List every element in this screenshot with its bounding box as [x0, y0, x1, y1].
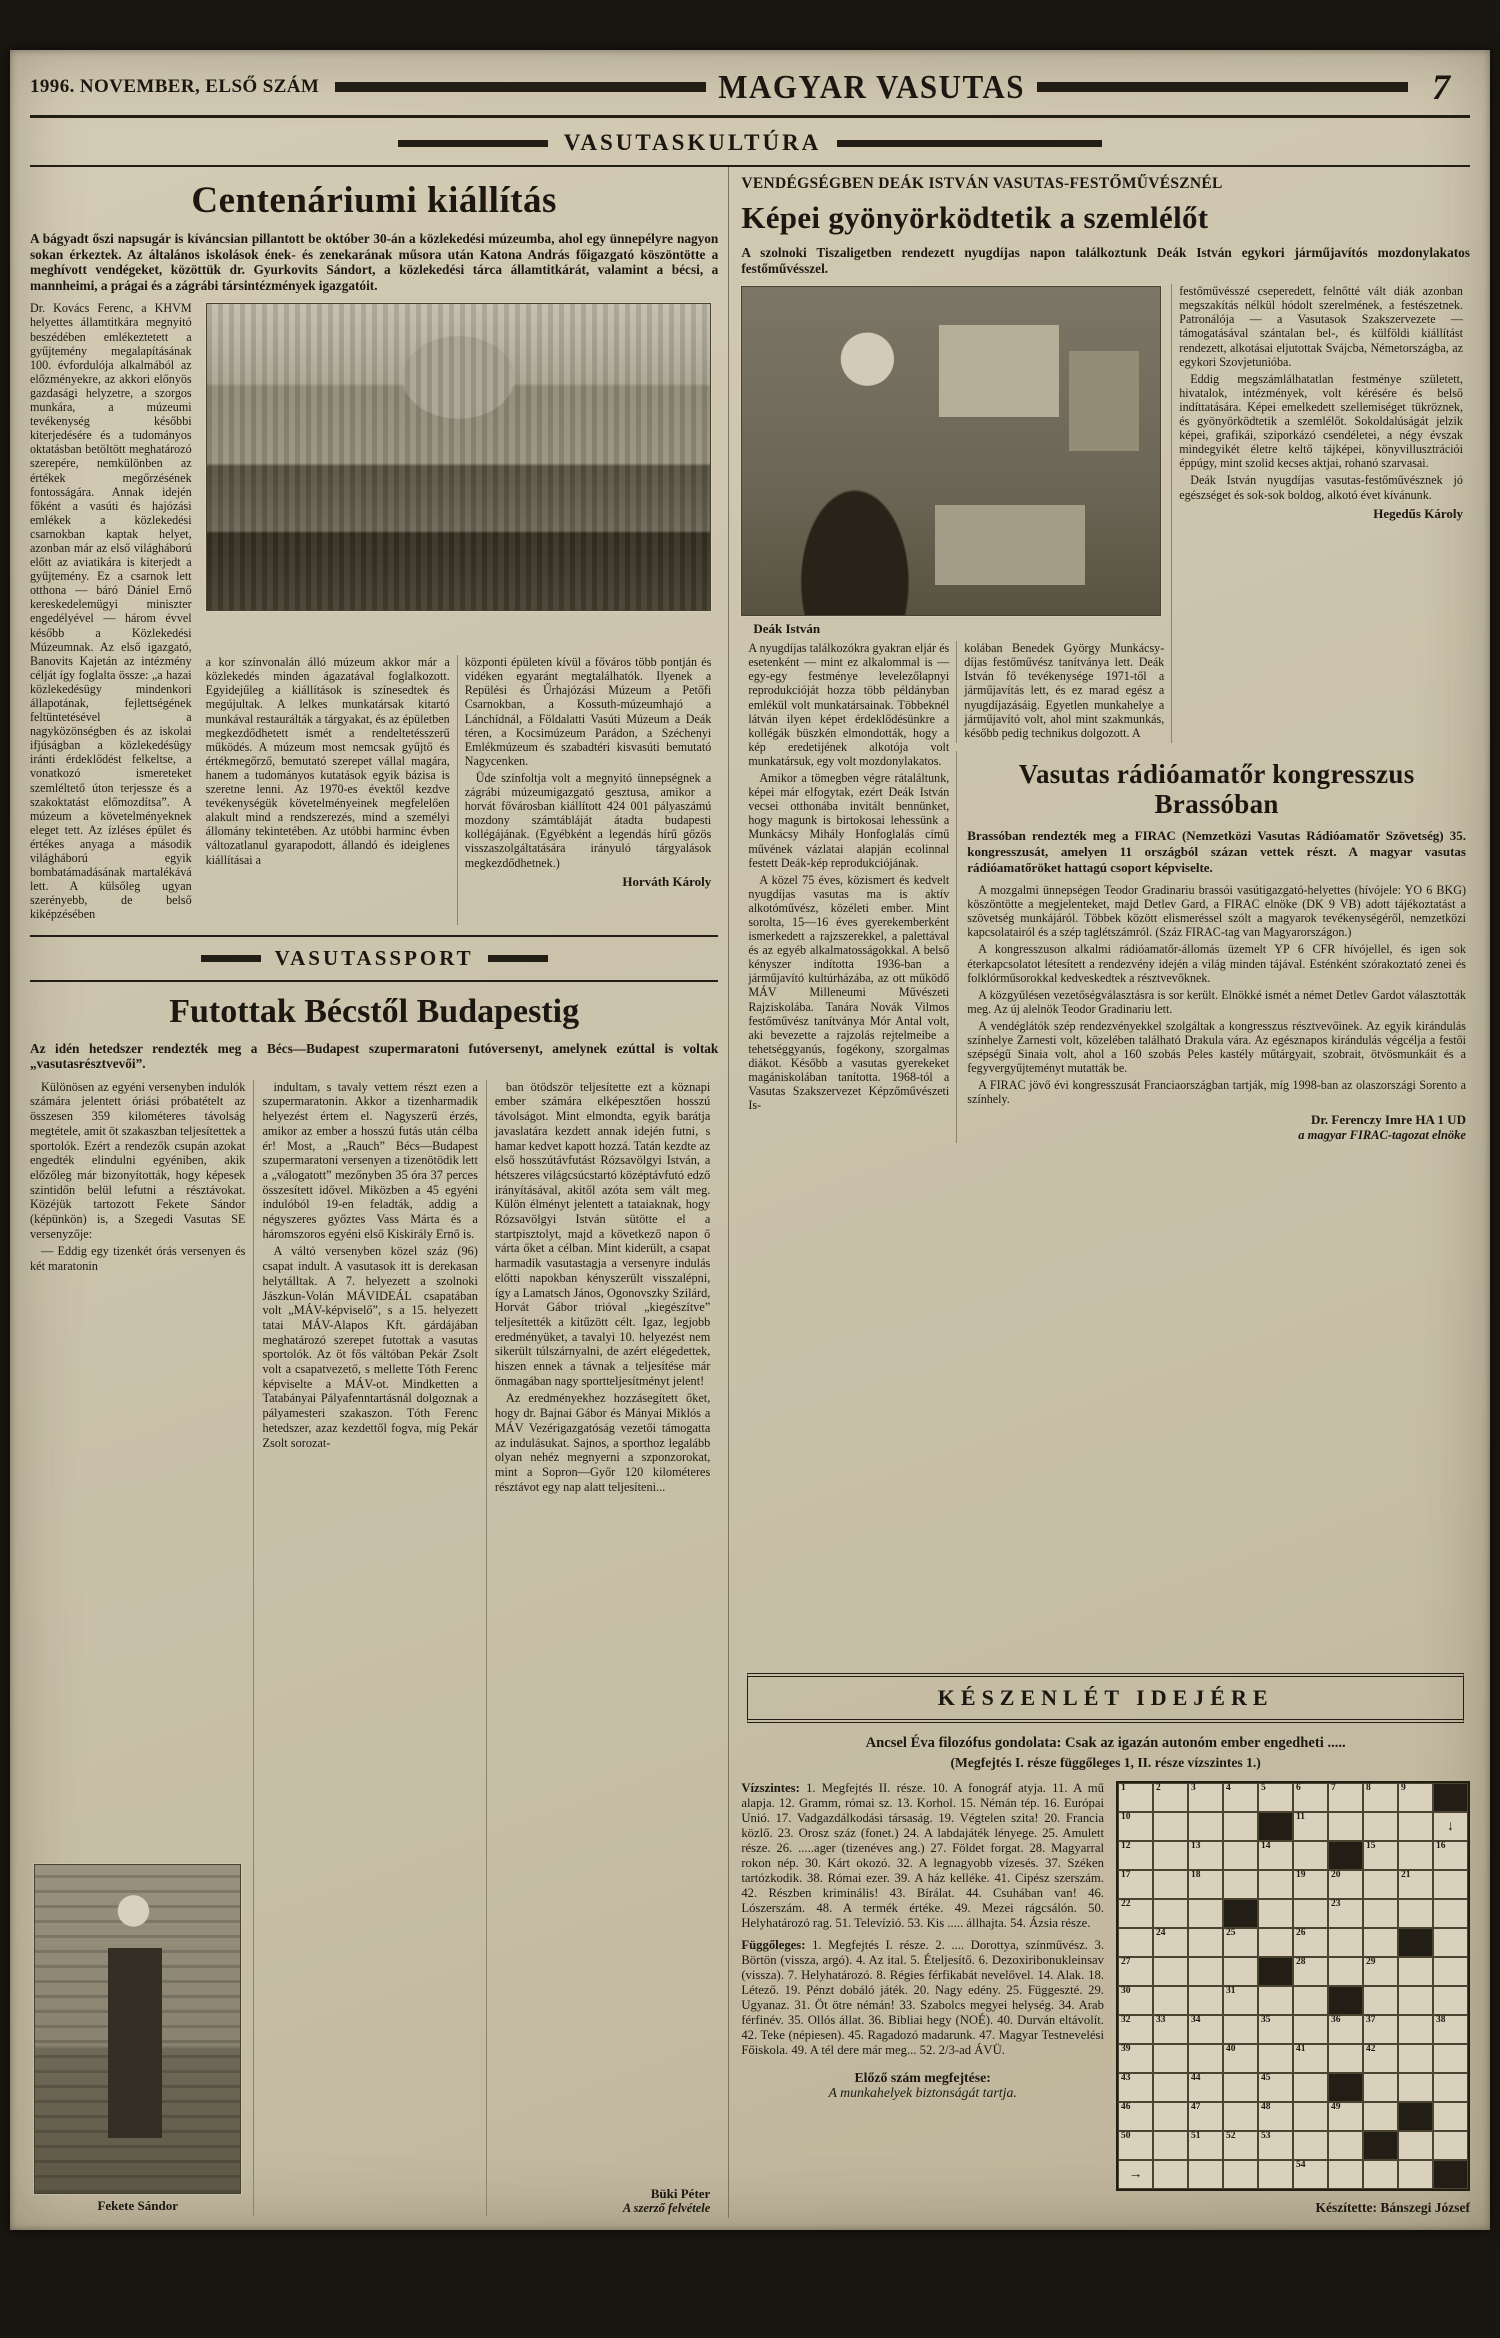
crossword-cell [1328, 1957, 1363, 1986]
crossword-cell [1188, 2131, 1223, 2160]
crossword-cell [1153, 2131, 1188, 2160]
masthead-title: MAGYAR VASUTAS [718, 67, 1025, 106]
crossword-cell [1398, 1870, 1433, 1899]
crossword-cell-number: 42 [1365, 2044, 1376, 2054]
crossword-cell [1223, 2044, 1258, 2073]
crossword-cell [1398, 1899, 1433, 1928]
crossword-cell [1258, 2073, 1293, 2102]
crossword-cell-number: 48 [1260, 2102, 1271, 2112]
crossword-cell-number: 19 [1295, 1870, 1306, 1880]
crossword-cell [1293, 1812, 1328, 1841]
crossword-cell [1433, 2015, 1468, 2044]
crossword-cell-number: 50 [1120, 2131, 1131, 2141]
crossword-cell [1258, 1899, 1293, 1928]
crossword-cell [1223, 2102, 1258, 2131]
masthead-bar-right [1037, 82, 1408, 92]
newspaper-page [10, 50, 1490, 2230]
radio-headline: Vasutas rádióamatőr kongresszus Brassóban [1018, 758, 1415, 820]
crossword-cell [1153, 1812, 1188, 1841]
crossword-cell [1188, 2073, 1223, 2102]
crossword-cell-number: 41 [1295, 2044, 1306, 2054]
down-label: Függőleges: [741, 1938, 806, 1952]
crossword-cell [1433, 2044, 1468, 2073]
crossword-cell-number: 12 [1120, 1841, 1131, 1851]
crossword-creator: Készítette: Bánszegi József [1315, 2200, 1470, 2215]
sport-column-2 [253, 1080, 485, 2216]
deak-photo-caption: Deák István [753, 621, 821, 637]
radio-byline-title: a magyar FIRAC-tagozat elnöke [1298, 1127, 1466, 1142]
crossword-cell-number: 27 [1120, 1957, 1131, 1967]
sport-photo-credit: A szerző felvétele [622, 2201, 711, 2216]
crossword-cell [1118, 2015, 1153, 2044]
crossword-cell [1433, 1957, 1468, 1986]
crossword-title: KÉSZENLÉT IDEJÉRE [747, 1673, 1464, 1723]
crossword-cell [1223, 1928, 1258, 1957]
crossword-cell [1153, 2160, 1188, 2189]
crossword-cell-number: 18 [1190, 1870, 1201, 1880]
crossword-cell [1293, 1928, 1328, 1957]
crossword-cell [1363, 1899, 1398, 1928]
crossword-cell [1153, 1899, 1188, 1928]
crossword-cell-number: 13 [1190, 1841, 1201, 1851]
page-number: 7 [1432, 67, 1450, 107]
crossword-cell [1258, 2102, 1293, 2131]
crossword-quote: Ancsel Éva filozófus gondolata: Csak az igazán autonóm ember engedheti ..... [865, 1735, 1346, 1751]
crossword-cell-number: 52 [1225, 2131, 1236, 2141]
crossword-cell-number: 38 [1435, 2015, 1446, 2025]
crossword-section [741, 1665, 1470, 2216]
crossword-cell [1328, 1841, 1363, 1870]
fekete-photo-caption: Fekete Sándor [97, 2198, 178, 2214]
crossword-cell [1223, 2073, 1258, 2102]
crossword-cell [1433, 1928, 1468, 1957]
deak-photo-wrap [741, 284, 1171, 641]
article-sport [30, 988, 718, 2217]
crossword-cell-number: 39 [1120, 2044, 1131, 2054]
crossword-cell [1363, 1986, 1398, 2015]
crossword-cell [1258, 1957, 1293, 1986]
body-text: A nyugdíjas találkozókra gyakran eljár és esetenként — mint ez alkalommal is — egy-egy festménye levelezőlapnyi reprodukcióját hozza több példányban emlékül volt munkatársainak. Többeknél látván ilyen képet érdeklődésünkre a kollégák büszkén elmondották, hogy a kép eredetijének alkotója volt munkatársuk, egy volt mozdonylakatos. [748, 641, 950, 768]
crossword-cell [1188, 2160, 1223, 2189]
body-text: A váltó versenyben közel száz (96) csapat indult. A vasutasok itt is derekasan helytálltak. A 7. helyezett a szolnoki Jászkun-Volán MÁVIDEÁL csapatában volt „MÁV-képviselő”, s a 15. helyezett tatai MÁV-Alapos Kft. gárdájában meghatározó szerepet futottak a vasutas sportolók. Az öt fős váltóban Pekár Zsolt volt a csapatvezető, s mellette Tóth Ferenc képviselte a MÁV-ot. Mindketten a Tatabányai Pályafenntartásnál dolgoznak a pályamesteri szakaszon. Tóth Ferenc hetedszer, azaz kezdettől fogva, míg Pekár Zsolt sorozat- [262, 1244, 478, 1450]
crossword-cell-number: 29 [1365, 1957, 1376, 1967]
crossword-cell [1223, 2131, 1258, 2160]
sport-footer [495, 2182, 710, 2216]
crossword-cell [1118, 1812, 1153, 1841]
previous-solution-label: Előző szám megfejtése: [854, 2070, 991, 2085]
crossword-cell-number: 14 [1260, 1841, 1271, 1851]
body-text: Deák István nyugdíjas vasutas-festőművésznek jó egészséget és sok-sok boldog, alkotó évet kívánunk. [1179, 473, 1463, 502]
sport-lead: Az idén hetedszer rendezték meg a Bécs—Budapest szupermaratoni futóversenyt, amelynek ezúttal is voltak „vasutasrésztvevői”. [30, 1040, 719, 1072]
crossword-cell [1363, 1870, 1398, 1899]
centenarium-column-3 [457, 655, 719, 924]
crossword-cell [1398, 1986, 1433, 2015]
deak-lead: A szolnoki Tiszaligetben rendezett nyugdíjas napon találkoztunk Deák István egykori járműjavítós mozdonylakatos festőművésszel. [741, 245, 1470, 276]
crossword-cell [1258, 2160, 1293, 2189]
crossword-cell [1328, 2015, 1363, 2044]
crossword-cell [1363, 2160, 1398, 2189]
crossword-cell-number: 35 [1260, 2015, 1271, 2025]
sport-body [30, 1080, 718, 2216]
crossword-cell-number: 36 [1330, 2015, 1341, 2025]
crossword-cell [1433, 2160, 1468, 2189]
crossword-cell-number: 26 [1295, 1928, 1306, 1938]
crossword-cell [1433, 1841, 1468, 1870]
body-text: A közgyűlésen vezetőségválasztásra is sor került. Elnökké ismét a német Detlev Gardot választották meg. Az új alelnök Teodor Gradinariu lett. [967, 987, 1466, 1016]
article-deak [741, 175, 1470, 1143]
crossword-cell-number: 20 [1330, 1870, 1341, 1880]
crossword-cell-number: 21 [1400, 1870, 1411, 1880]
crossword-cell-number: 53 [1260, 2131, 1271, 2141]
crossword-cell [1223, 2160, 1258, 2189]
fekete-photo [34, 1864, 241, 2194]
deak-column-c [1171, 284, 1470, 743]
crossword-cell [1223, 1841, 1258, 1870]
crossword-cell [1223, 1783, 1258, 1812]
down-clues-text: 1. Megfejtés I. része. 2. .... Dorottya, színművész. 3. Börtön (vissza, argó). 4. Az ital. 5. Ételjesítő. 6. Dezoxiribonukleinsav (vissza). 7. Helyhatározó. 8. Régies férfikabát nevelővel. 14. Alak. 18. Létező. 19. Pénzt dobáló játék. 20. Nagy edény. 25. Függeszté. 29. Ugyanaz. 31. Öt ötre némán! 33. Szabolcs megyei helység. 34. Arab férfinév. 35. Ollós állat. 36. Bibliai hegy (NOÉ). 40. Durván eltávolít. 42. Teke (népiesen). 45. Ragadozó madarunk. 47. Magyar Testnevelési Főiskola. 49. A tél dere már meg... 52. 2/3-ad ÁVÜ. [741, 1938, 1104, 2057]
crossword-cell [1258, 1928, 1293, 1957]
crossword-cell [1328, 2131, 1363, 2160]
crossword-cell [1328, 2102, 1363, 2131]
crossword-cell-number: 8 [1365, 1783, 1371, 1793]
crossword-cell-number: 37 [1365, 2015, 1376, 2025]
crossword-cell [1118, 1783, 1153, 1812]
across-clues-text: 1. Megfejtés II. része. 10. A fonográf atyja. 11. A mű alapja. 12. Gramm, római sz. 13. Korhol. 15. Némán tép. 16. Európai Unió. 17. Vadgazdálkodási társaság. 19. Végtelen szita! 20. Francia közlő. 23. Orosz száz (fonet.) 24. A labdajáték lényege. 25. Amulett része. 26. .....ager (tizenéves ang.) 27. Földet forgat. 28. Magyarral rokon nép. 30. Kárt okozó. 32. A legnagyobb vízesés. 37. Széken tartózkodik. 38. Római ezer. 39. A ház kelléke. 41. Cipész szerszám. 42. Részben kriminális! 43. Bírálat. 44. Csuhában van! 46. Lószerszám. 48. A termék értéke. 49. Mezei rágcsálón. 50. Helyhatározó rag. 51. Televízió. 53. Kis ..... állhajta. 54. Ázsia része. [741, 1781, 1104, 1930]
museum-photo [206, 303, 712, 611]
crossword-cell [1398, 2015, 1433, 2044]
crossword-cell [1433, 2073, 1468, 2102]
crossword-cell [1153, 2015, 1188, 2044]
deak-byline: Hegedűs Károly [1373, 505, 1463, 521]
body-text: Különösen az egyéni versenyben indulók számára jelentett óriási próbatételt az összesen 359 kilométeres távolság megtétele, amit öt szakaszban teljesítettek a sportolók. Ezért a rendezők csupán azokat engedték elindulni egyéniben, akik előzőleg már bizonyították, hogy képesek szintidőn belül lefutni a résztávokat. Közéjük tartozott Fekete Sándor (képünkön) is, a Szegedi Vasutas SE versenyzője: [30, 1079, 246, 1241]
crossword-cell [1188, 1870, 1223, 1899]
crossword-cell [1328, 2044, 1363, 2073]
crossword-cell [1118, 1957, 1153, 1986]
body-text: — Eddig egy tizenkét órás versenyen és két maratonin [30, 1244, 246, 1274]
crossword-clues [741, 1781, 1104, 2216]
crossword-cell [1293, 2102, 1328, 2131]
crossword-cell-number: 43 [1120, 2073, 1131, 2083]
crossword-quote-note: (Megfejtés I. része függőleges 1, II. része vízszintes 1.) [950, 1755, 1261, 1770]
body-text: A FIRAC jövő évi kongresszusát Franciaországban tartják, míg 1998-ban az olaszországi Sorento a színhely. [967, 1078, 1466, 1107]
article-radio [956, 751, 1470, 1143]
body-text: Üde színfoltja volt a megnyitó ünnepségnek a zágrábi múzeumigazgató gesztusa, amikor a horvát fővárosban kiállított 424 001 pályaszámú mozdony számtábláját átadta budapesti kollégájának. (Egyébként a legendás hírű gőzös visszaszolgáltatására irányuló tárgyalások megkezdődhetnek.) [464, 770, 712, 870]
crossword-cell [1153, 2073, 1188, 2102]
crossword-cell [1293, 2160, 1328, 2189]
deak-body [741, 284, 1470, 1142]
across-label: Vízszintes: [741, 1781, 800, 1795]
crossword-cell-number: 25 [1225, 1928, 1236, 1938]
crossword-cell [1118, 2073, 1153, 2102]
crossword-cell [1398, 2044, 1433, 2073]
crossword-cell-number: 54 [1295, 2160, 1306, 2170]
crossword-cell-number: 2 [1155, 1783, 1161, 1793]
crossword-cell [1433, 1899, 1468, 1928]
crossword-cell-number: 6 [1295, 1783, 1301, 1793]
body-text: A közel 75 éves, közismert és kedvelt nyugdíjas vasutas ma is aktív alkotóművész, közéleti ember. Mint sorolta, 15—16 éves gyerekemberként ismerkedett a rajzszerekkel, a palettával és az egyéb alkalmatosságokkal. A belső kényszer indította 1936-ban a járműjavító kultúrházába, az ott működő MÁV Milleneumi Művészeti Rajziskolába. Tanára Novák Vilmos festőművész tanítványa Mór Antal volt, aki bevezette a rajzolás rejtelmeibe a tehetséggyanús, fogékony, szorgalmas diákot. Később a vasutas gyerekeket magániskolában tanította. 1968-tól a Vasutas Szakszervezet Képzőművészeti Is- [748, 872, 950, 1113]
crossword-cell [1153, 1783, 1188, 1812]
crossword-cell [1153, 1928, 1188, 1957]
crossword-body [741, 1781, 1470, 2216]
crossword-cell-number: 16 [1435, 1841, 1446, 1851]
body-text: indultam, s tavaly vettem részt ezen a szupermaratonin. Akkor a tizenharmadik helyezést értem el. Nagyszerű érzés, amikor az ember a hosszú futás után célba ér! Most, a „Rauch” Bécs—Budapest szupermaratoni versenyen a tizenötödik lett a „válogatott” mezőnyben 35 óra 37 perces összesített idővel. Miközben a 45 egyéni indulóból 19-en feladták, addig a négyszeres győztes Vass Márta és a háromszoros egyéni első Kiskirály Ernő is. [262, 1079, 478, 1241]
sport-column-3 [486, 1080, 718, 2216]
centenarium-body [30, 301, 718, 924]
left-column [28, 167, 728, 2218]
masthead [335, 69, 1408, 105]
banner-bar-left [201, 955, 261, 962]
fekete-photo-wrap [30, 1856, 245, 2216]
banner-bar-right [837, 140, 1102, 147]
crossword-cell-number: 5 [1260, 1783, 1266, 1793]
crossword-cell [1363, 1841, 1398, 1870]
across-clues [741, 1781, 1104, 1931]
body-text: Dr. Kovács Ferenc, a KHVM helyettes államtitkára megnyitó beszédében emlékeztetett a gyűjtemény megalapításának 100. évfordulója alkalmából az előzményekre, az akkori előnyös gazdasági helyzetre, a szorgos munkára, a múzeumi tevékenység későbbi kiterjedésére és a tudományos oktatásban betöltött meghatározó szerepére, nemkülönben az értékek megőrzésének fontosságára. Annak idején főként a vasúti és hajózási emlékek a közlekedési csarnokban kaptak helyet, azonban már az első világháború előtt az aviatikára is kiterjedt a gyűjtemény. Ez a csarnok lett otthona — báró Dániel Ernő kereskedelemügyi miniszter engedélyével — három évvel később a Közlekedési Múzeumnak. Az első igazgató, Banovits Kajetán az intézmény célját így foglalta össze: „a hazai közlekedésügy mindenkori állapotának, fejlettségének feltüntetésével a nagyközönségben és az iskolai ifjúságban a közlekedésügy iránti érdeklődést felkeltse, a vonatkozó ismereteket szemléltető úton terjessze és a szakoktatást előmozdítsa”. A múzeum a követelményeknek eleget tett. Az ízléses épület és értékes anyaga a második világháború egyik bombatámadásának martalékává lett. A külsőleg ugyan szerényebb, de belső kiképzésében [30, 301, 192, 922]
crossword-cell-number: 4 [1225, 1783, 1231, 1793]
body-text: Eddig megszámlálhatatlan festménye született, hivatalok, intézmények, volt kérésére és belső indíttatására. Képei emelkedett szellemiséget tükröznek, és gyönyörködtetik a szemlélőt. Sokoldalúságát jelzik képei, grafikái, sziporkázó csendéletei, a négy évszak mindegyikét életre keltő tájképei, könyvillusztrációi éppúgy, mint szolid kecses aktjai, rohanó szarvasai. [1179, 371, 1463, 471]
crossword-grid-area [1116, 1781, 1470, 2216]
crossword-cell [1363, 2044, 1398, 2073]
body-text: A vendéglátók szép rendezvényekkel szolgáltak a kongresszus résztvevőinek. Az egyik kirándulás színhelye Zarnesti volt, közelében található Drakula vára. Az egésznapos kirándulás végcélja a festői szépségű Sinaia volt, ahol a 160 szobás Peles kastély műtárgyait, szobrait, ötvösmunkáit és a fegyvergyűjteményt mutatták be. [967, 1018, 1466, 1076]
crossword-cell [1223, 1812, 1258, 1841]
crossword-cell [1293, 1841, 1328, 1870]
crossword-cell [1293, 2073, 1328, 2102]
sport-byline: Büki Péter [650, 2185, 711, 2201]
museum-photo-wrap [199, 301, 719, 655]
crossword-cell-number: 28 [1295, 1957, 1306, 1967]
crossword-cell [1188, 2044, 1223, 2073]
crossword-cell [1223, 1870, 1258, 1899]
crossword-cell [1188, 1841, 1223, 1870]
crossword-cell [1223, 2015, 1258, 2044]
crossword-cell [1398, 1841, 1433, 1870]
crossword-cell-number: 15 [1365, 1841, 1376, 1851]
body-text: központi épületen kívül a főváros több pontján és vidéken egyaránt megtalálhatók. Ilyenek a Repülési és Űrhajózási Múzeum a Petőfi Csarnokban, a Kossuth-múzeumhajó a Lánchídnál, a Földalatti Vasúti Múzeum a Deák téren, a Kocsimúzeum Parádon, a Széchenyi Emlékmúzeum és szabadtéri kisvasúti bemutató Nagycenken. [464, 655, 712, 768]
crossword-cell [1328, 2073, 1363, 2102]
deak-kicker: VENDÉGSÉGBEN DEÁK ISTVÁN VASUTAS-FESTŐMŰVÉSZNÉL [741, 175, 1223, 192]
crossword-cell-number: 49 [1330, 2102, 1341, 2112]
crossword-cell [1258, 1783, 1293, 1812]
crossword-cell [1363, 1812, 1398, 1841]
crossword-cell-number: 32 [1120, 2015, 1131, 2025]
crossword-cell [1398, 1812, 1433, 1841]
crossword-cell-number: 23 [1330, 1899, 1341, 1909]
crossword-cell-number: 34 [1190, 2015, 1201, 2025]
crossword-cell [1328, 1986, 1363, 2015]
deak-column-b [956, 641, 1171, 743]
right-column [728, 167, 1472, 2218]
crossword-cell [1258, 1812, 1293, 1841]
crossword-cell-number: 51 [1190, 2131, 1201, 2141]
body-text: Amikor a tömegben végre rátaláltunk, képei már elfogytak, ezért Deák István vecsei otthonába invitált bennünket, hogy magunk is birtokosai lehessünk a Munkácsy Mihály Honfoglalás című művének vázlatai alapján ecolinnal festett Deák-kép reprodukciójának. [748, 771, 950, 870]
crossword-cell-number: 24 [1155, 1928, 1166, 1938]
radio-lead: Brassóban rendezték meg a FIRAC (Nemzetközi Vasutas Rádióamatőr Szövetség) 35. kongresszusát, amelyen 11 országból százan vettek részt. A magyar vasutas rádióamatőröket hattagú csoport képviselte. [967, 828, 1466, 875]
crossword-cell [1258, 1986, 1293, 2015]
centenarium-column-1 [30, 301, 199, 924]
sport-headline: Futottak Bécstől Budapestig [169, 992, 580, 1030]
down-clues [741, 1938, 1104, 2058]
crossword-cell [1433, 1783, 1468, 1812]
crossword-cell [1363, 2102, 1398, 2131]
body-text: A kongresszuson alkalmi rádióamatőr-állomás üzemelt YP 6 CFR hívójellel, és igen sok éterkapcsolatot létesített a rendezvény idején a világ minden tájával. Esténként szórakoztató zenei és folklórműsorokkal kedveskedtek a résztvevőknek. [967, 942, 1466, 985]
crossword-cell [1328, 1928, 1363, 1957]
crossword-cell [1118, 2044, 1153, 2073]
article-centenarium [30, 175, 718, 925]
crossword-cell [1258, 2015, 1293, 2044]
page-header [28, 58, 1472, 115]
body-text: A mozgalmi ünnepségen Teodor Gradinariu brassói vasútigazgató-helyettes (hívójele: YO 6 BKG) köszöntötte a megjelenteket, majd Detlev Gard, a FIRAC elnöke (DK 9 VB) adott tájékoztatást a szövetség munkájáról. Többek között elismeréssel szólt a magyarok tevékenységéről, nemzetközi kapcsolatairól és a szép taglétszámról. (Száz FIRAC-tag van Magyarországon.) [967, 883, 1466, 940]
crossword-cell-number: 10 [1120, 1812, 1131, 1822]
body-text: kolában Benedek György Munkácsy-díjas festőművész tanítványa lett. Deák István fő tevékenysége 1971-től a járműjavítás lett, és ez marad egész a nyugdíjazásáig. Egyetlen munkahelye a járműjavító volt, ahol mint szakmunkás, később pedig technikus dolgozott. A [964, 641, 1165, 740]
crossword-cell [1363, 1783, 1398, 1812]
crossword-cell [1118, 2102, 1153, 2131]
crossword-cell [1363, 1928, 1398, 1957]
crossword-cell [1223, 1899, 1258, 1928]
crossword-cell [1188, 1928, 1223, 1957]
banner-vasutaskultura [30, 118, 1470, 167]
crossword-cell [1398, 2160, 1433, 2189]
body-text: Az eredményekhez hozzásegített őket, hogy dr. Bajnai Gábor és Mányai Miklós a MÁV Vezérigazgatóság vezetői támogatta az indulásukat. Sajnos, a sporthoz legalább olyan nehéz megnyerni a szponzorokat, mint a Sopron—Győr 120 kilométeres résztávot egy nap alatt teljesíteni... [494, 1391, 711, 1494]
crossword-cell [1293, 2044, 1328, 2073]
centenarium-byline: Horváth Károly [622, 873, 712, 889]
crossword-cell [1433, 1870, 1468, 1899]
crossword-cell [1293, 1783, 1328, 1812]
banner-vasutassport [30, 935, 718, 982]
crossword-cell-number: 40 [1225, 2044, 1236, 2054]
crossword-cell [1398, 1783, 1433, 1812]
crossword-cell-number: 11 [1295, 1812, 1305, 1822]
crossword-cell [1118, 1870, 1153, 1899]
crossword-cell [1258, 1841, 1293, 1870]
crossword-cell [1258, 2044, 1293, 2073]
crossword-cell [1328, 2160, 1363, 2189]
banner-kultura-label: VASUTASKULTÚRA [563, 130, 822, 155]
radio-byline: Dr. Ferenczy Imre HA 1 UD [1310, 1111, 1466, 1127]
banner-bar-right [488, 955, 548, 962]
crossword-cell [1258, 1870, 1293, 1899]
crossword-cell [1188, 1986, 1223, 2015]
crossword-cell [1398, 1928, 1433, 1957]
crossword-cell [1188, 2015, 1223, 2044]
crossword-cell-number: 47 [1190, 2102, 1201, 2112]
crossword-cell [1188, 1899, 1223, 1928]
masthead-bar-left [335, 82, 706, 92]
crossword-cell [1363, 2131, 1398, 2160]
crossword-cell [1293, 2131, 1328, 2160]
crossword-cell [1293, 1870, 1328, 1899]
crossword-cell [1153, 1957, 1188, 1986]
crossword-cell [1293, 2015, 1328, 2044]
body-text: festőművésszé cseperedett, felnőtté vált diák azonban megszakítás nélkül hódolt szerelmének, a festészetnek. Patronálója — a Vasutasok Szakszervezete — támogatásával szántalan bel-, és külföldi kiállítást rendezett, alkotásai eljutottak Svájcba, Németországba, az egykori Szovjetunióba. [1179, 284, 1463, 369]
crossword-cell [1118, 1986, 1153, 2015]
centenarium-lead: A bágyadt őszi napsugár is kíváncsian pillantott be október 30-án a közlekedési múzeumba, ahol egy ünnepélyre nagyon sokan érkeztek. Az általános iskolások ének- és zenekarának műsora után Katona András főigazgató köszöntötte a meghívott vendégeket, közöttük dr. Gyurkovits Sándort, a közlekedési tárca államtitkárát, valamint a bécsi, a mannheimi, a prágai és a zágrábi társintézmények igazgatóit. [30, 231, 719, 293]
crossword-grid [1116, 1781, 1470, 2191]
crossword-cell-number: 3 [1190, 1783, 1196, 1793]
crossword-cell [1398, 2131, 1433, 2160]
crossword-cell-number: 1 [1120, 1783, 1126, 1793]
crossword-cell-number: 46 [1120, 2102, 1131, 2112]
crossword-cell [1398, 2073, 1433, 2102]
crossword-cell-number: 9 [1400, 1783, 1406, 1793]
crossword-cell [1328, 1899, 1363, 1928]
crossword-cell [1293, 1899, 1328, 1928]
crossword-cell-number: 44 [1190, 2073, 1201, 2083]
crossword-cell [1433, 2131, 1468, 2160]
crossword-cell [1188, 1812, 1223, 1841]
crossword-cell [1188, 2102, 1223, 2131]
crossword-cell-number: 22 [1120, 1899, 1131, 1909]
crossword-cell [1293, 1986, 1328, 2015]
sport-column-1 [30, 1080, 253, 2216]
crossword-cell [1118, 2131, 1153, 2160]
date-line: 1996. NOVEMBER, ELSŐ SZÁM [30, 76, 320, 97]
crossword-cell [1363, 2015, 1398, 2044]
crossword-cell [1223, 1986, 1258, 2015]
crossword-cell: ↓ [1433, 1812, 1468, 1841]
crossword-cell-number: 31 [1225, 1986, 1236, 1996]
crossword-cell [1188, 1783, 1223, 1812]
banner-bar-left [398, 140, 548, 147]
previous-solution-text: A munkahelyek biztonságát tartja. [828, 2085, 1017, 2100]
centenarium-headline: Centenáriumi kiállítás [191, 180, 557, 221]
crossword-cell [1153, 1870, 1188, 1899]
banner-sport-label: VASUTASSPORT [274, 945, 474, 970]
crossword-cell-number: 30 [1120, 1986, 1131, 1996]
deak-photo [741, 286, 1161, 616]
crossword-cell [1328, 1812, 1363, 1841]
crossword-cell [1363, 2073, 1398, 2102]
crossword-cell [1398, 1957, 1433, 1986]
body-text: a kor színvonalán álló múzeum akkor már a közlekedés minden ágazatával foglalkozott. Egyidejűleg a kiállítások is színesedtek és megújultak. A lelkes munkatársak kitartó munkával restaurálták a tárgyakat, és az épületben megkezdődhetett ismét a rendeltetésszerű működés. A múzeum most nemcsak gyűjtő és értékmegőrző, bemutató szerepet vállal magára, hanem a tudományos kutatások egyik bázisa is szeretne lenni. Az 1970-es évektől kezdve tevékenységük követelményeinek megfelelően alakult mind a rendszerezés, mind a személyi állomány tekintetében. Az utóbbi harminc évben változatlanul gyarapodott, állandó és ideiglenes kiállításai a [205, 655, 450, 867]
crossword-cell [1363, 1957, 1398, 1986]
crossword-cell [1153, 1841, 1188, 1870]
deak-column-a [741, 641, 956, 1142]
crossword-cell [1188, 1957, 1223, 1986]
crossword-cell [1118, 1899, 1153, 1928]
crossword-cell [1258, 2131, 1293, 2160]
crossword-cell: → [1118, 2160, 1153, 2189]
crossword-cell-number: 45 [1260, 2073, 1271, 2083]
deak-headline: Képei gyönyörködtetik a szemlélőt [741, 200, 1209, 235]
crossword-cell-number: 33 [1155, 2015, 1166, 2025]
crossword-cell [1153, 1986, 1188, 2015]
crossword-cell [1398, 2102, 1433, 2131]
centenarium-column-2 [199, 655, 457, 924]
crossword-cell [1328, 1870, 1363, 1899]
crossword-cell [1118, 1841, 1153, 1870]
main-content [28, 167, 1472, 2218]
crossword-cell [1328, 1783, 1363, 1812]
crossword-cell [1433, 1986, 1468, 2015]
crossword-cell [1153, 2102, 1188, 2131]
crossword-cell [1433, 2102, 1468, 2131]
crossword-cell [1153, 2044, 1188, 2073]
crossword-cell [1293, 1957, 1328, 1986]
crossword-cell [1118, 1928, 1153, 1957]
body-text: ban ötödször teljesítette ezt a köznapi ember számára elképesztően hosszú távolságot. Mint elmondta, egyik barátja javaslatára kezdett annak idején futni, s hamar kedvet kapott hozzá. Tatán kezdte az első hosszútávfutást Rózsavölgyi István, a hétszeres világcsúcstartó középtávfutó edző irányításával, akitől azóta sem vált meg. Külön élményt jelentett a tataiaknak, hogy Rózsavölgyi István sütötte el a startpisztolyt, majd a következő napon ő várta őket a célban. Mint kiderült, a csapat harmadik vasutastagja a versenyre indulás előtti napokban kényszerült visszalépni, így a Lamatsch János, Ogonovszky Szilárd, Horvát Gábor trióval „kiegészítve” teljesítették a kitűzött célt. Igaz, legjobb eredményüket, a tavalyi 10. helyezést nem sikerült túlszárnyalni, de azért elégedettek, hiszen ennek a távnak a teljesítése már önmagában nagy sportteljesítményt jelent! [494, 1079, 711, 1388]
crossword-cell-number: 7 [1330, 1783, 1336, 1793]
crossword-cell [1223, 1957, 1258, 1986]
crossword-cell-number: 17 [1120, 1870, 1131, 1880]
